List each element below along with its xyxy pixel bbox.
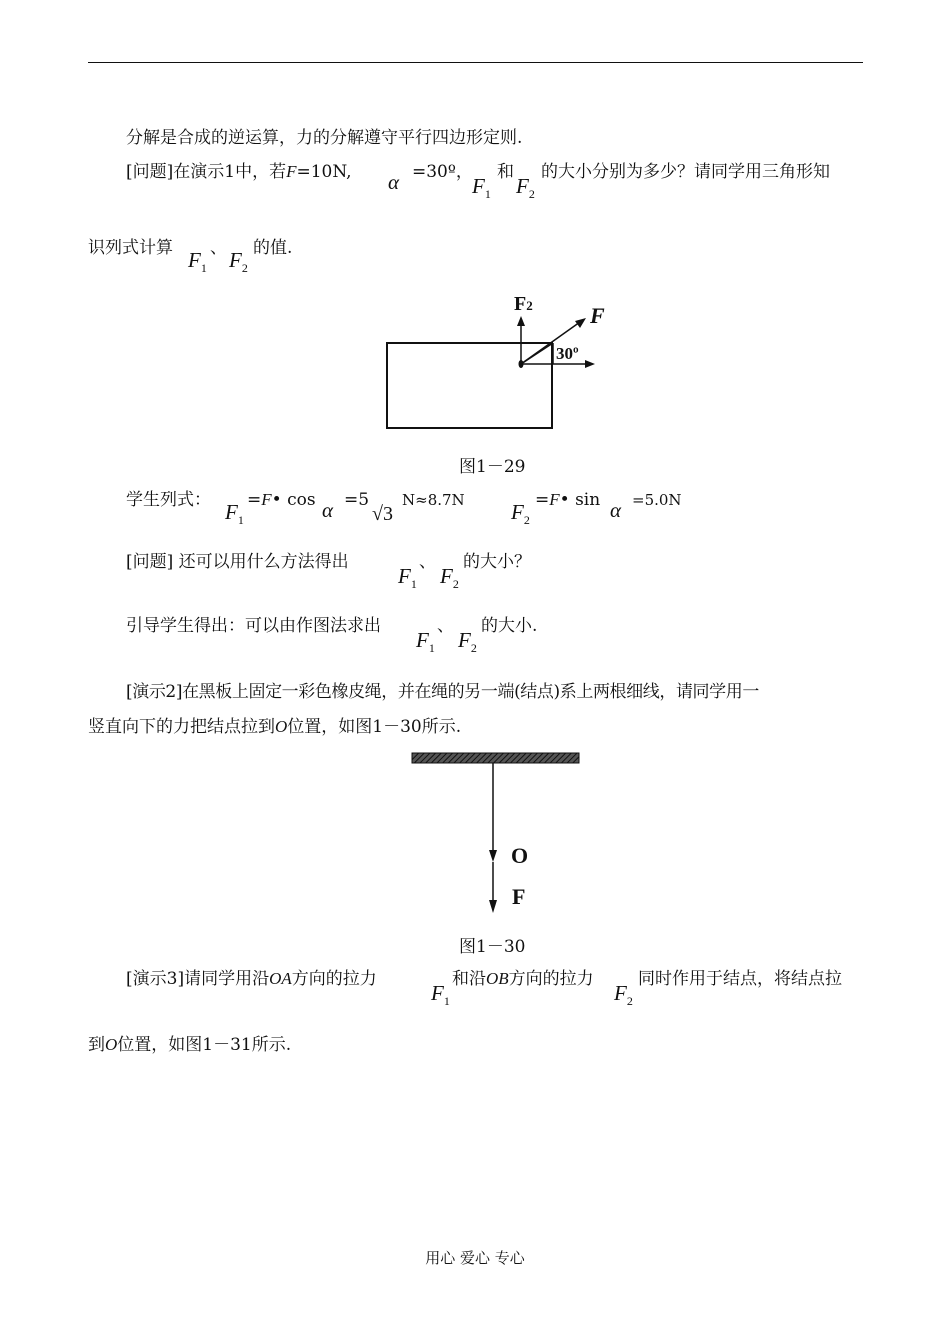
- demo-3-line-1b: [452, 967, 594, 991]
- letter: F: [516, 174, 529, 198]
- question-1-tail: 的大小分别为多少？请同学用三角形知: [541, 162, 830, 182]
- demo-3-line-1a: [126, 967, 377, 991]
- text: • cos: [271, 490, 316, 510]
- text: 在演示1中，若: [173, 162, 287, 182]
- subscript: 1: [428, 641, 435, 655]
- subscript: 1: [237, 513, 244, 527]
- question-2: [问题] 还可以用什么方法得出: [126, 552, 349, 572]
- question-2-tail: 的大小？: [463, 552, 531, 572]
- text: =10N,: [296, 162, 352, 182]
- var-alpha: α: [322, 498, 334, 522]
- subscript: 2: [526, 298, 533, 313]
- text: =: [247, 490, 262, 510]
- ceiling: [412, 753, 579, 763]
- caption-fig-1-29: 图1－29: [459, 457, 526, 477]
- subscript: 1: [443, 994, 450, 1008]
- var-o: O: [275, 717, 288, 736]
- subscript: 1: [484, 187, 491, 201]
- text: 位置，如图1－30所示.: [287, 717, 462, 737]
- guide-tail: 的大小.: [481, 616, 538, 636]
- var-f1: [431, 981, 450, 1009]
- subscript: 2: [528, 187, 535, 201]
- var-alpha: α: [388, 170, 400, 194]
- label-angle: 30º: [556, 344, 579, 363]
- sqrt-3: √3: [372, 503, 393, 525]
- text: [演示3]请同学用沿: [126, 969, 270, 989]
- label-o: O: [511, 843, 529, 868]
- text: 位置，如图1－31所示.: [117, 1035, 292, 1055]
- text-value: 的值.: [253, 238, 293, 258]
- letter: F: [514, 293, 527, 315]
- demo-2-line-1: [演示2]在黑板上固定一彩色橡皮绳，并在绳的另一端(结点)系上两根细线，请同学用一: [126, 682, 759, 702]
- letter: F: [225, 500, 238, 524]
- subscript: 2: [470, 641, 477, 655]
- alpha-value: =30º，: [412, 162, 473, 182]
- subscript: 2: [241, 261, 248, 275]
- text: 竖直向下的力把结点拉到: [88, 717, 275, 737]
- subscript: 1: [410, 577, 417, 591]
- letter: F: [229, 248, 242, 272]
- formula-2-result: =5.0N: [632, 491, 682, 509]
- letter: F: [416, 628, 429, 652]
- letter: F: [188, 248, 201, 272]
- force-arrow-head: [489, 900, 497, 913]
- var-f: F: [261, 490, 272, 509]
- guide-text: 引导学生得出：可以由作图法求出: [126, 616, 381, 636]
- question-1-line-2: 识列式计算: [88, 238, 173, 258]
- letter: F: [440, 564, 453, 588]
- text-and: 和: [497, 162, 514, 182]
- label-f: F: [590, 303, 605, 328]
- letter: F: [458, 628, 471, 652]
- page-footer: 用心 爱心 专心: [425, 1249, 525, 1267]
- subscript: 2: [626, 994, 633, 1008]
- caption-fig-1-30: 图1－30: [459, 937, 526, 957]
- var-oa: OA: [269, 969, 292, 988]
- text: 到: [88, 1035, 105, 1055]
- letter: F: [431, 981, 444, 1005]
- cord-arrow-head: [489, 850, 497, 862]
- subscript: 2: [452, 577, 459, 591]
- separator: 、: [210, 238, 227, 258]
- demo-3-line-2: [88, 1033, 291, 1057]
- formula-1-result: N≈8.7N: [402, 491, 465, 509]
- demo-3-line-1c: 同时作用于结点，将结点拉: [638, 969, 842, 989]
- text: • sin: [559, 490, 601, 510]
- formula-prefix: 学生列式：: [126, 490, 211, 510]
- var-f2: [614, 981, 633, 1009]
- paragraph-1: 分解是合成的逆运算，力的分解遵守平行四边形定则.: [126, 128, 523, 148]
- label-f: F: [512, 884, 526, 909]
- text: =: [535, 490, 550, 510]
- var-f: F: [549, 490, 560, 509]
- var-o: O: [105, 1035, 118, 1054]
- separator: 、: [419, 552, 436, 572]
- letter: F: [398, 564, 411, 588]
- question-tag: [问题]: [126, 162, 174, 182]
- letter: F: [511, 500, 524, 524]
- text: 和沿: [452, 969, 486, 989]
- var-f: F: [286, 162, 297, 181]
- subscript: 1: [200, 261, 207, 275]
- separator: 、: [437, 616, 454, 636]
- subscript: 2: [523, 513, 530, 527]
- var-alpha: α: [610, 498, 622, 522]
- letter: F: [472, 174, 485, 198]
- var-ob: OB: [486, 969, 509, 988]
- text: 方向的拉力: [508, 969, 594, 989]
- formula-coef: =5: [344, 490, 370, 510]
- text: 方向的拉力: [291, 969, 377, 989]
- letter: F: [614, 981, 627, 1005]
